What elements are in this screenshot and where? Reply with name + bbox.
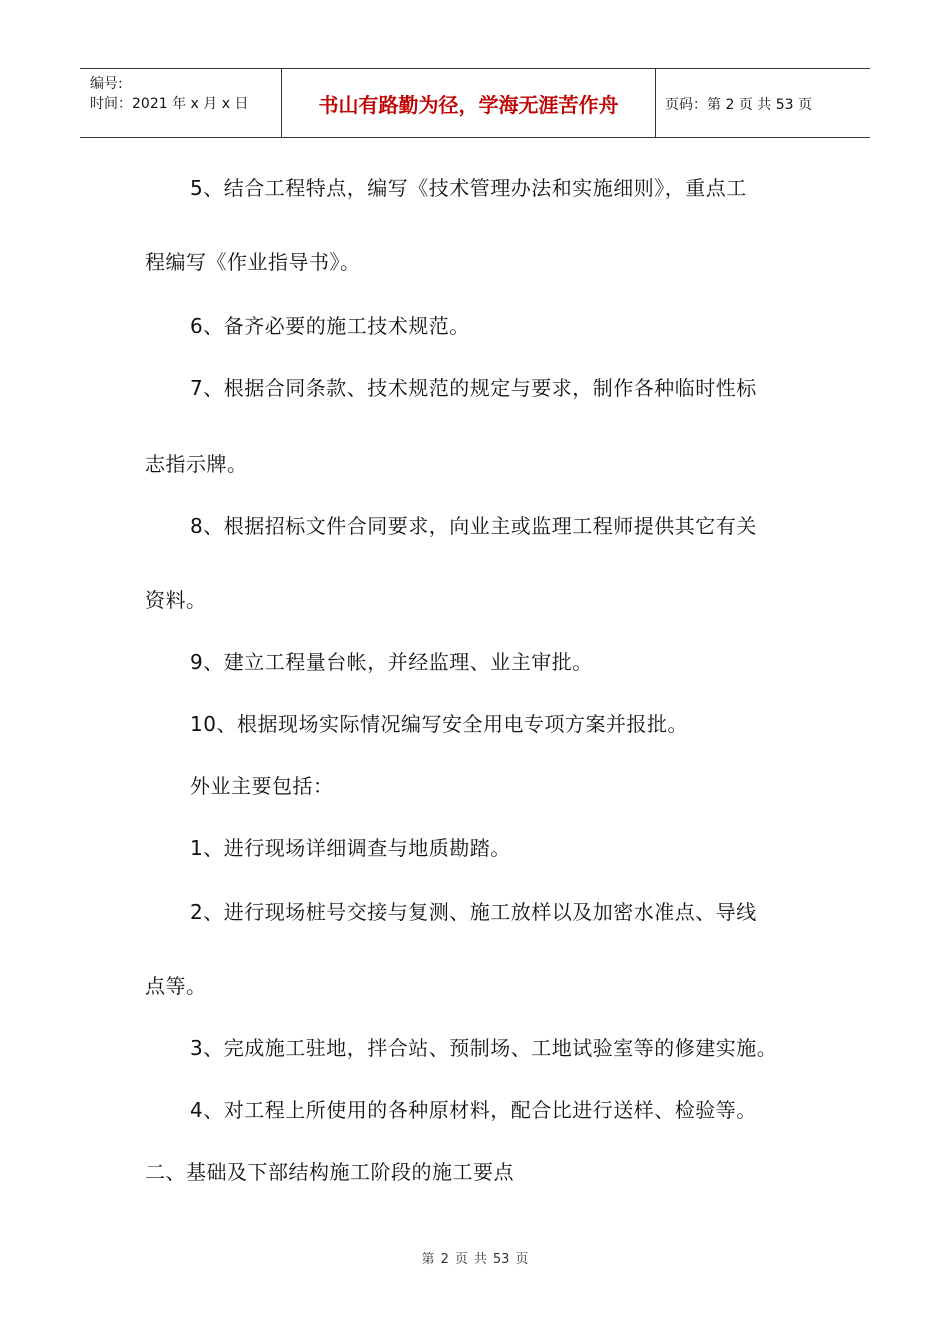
paragraph-line: 6、备齐必要的施工技术规范。: [190, 314, 470, 338]
date-line: 时间：2021 年 x 月 x 日: [90, 96, 249, 112]
section-label: 外业主要包括：: [190, 774, 334, 798]
paragraph-line: 1、进行现场详细调查与地质勘踏。: [190, 836, 511, 860]
header-left-cell: [80, 69, 282, 137]
footer-ye2: 页: [515, 1252, 529, 1267]
motto: 书山有路勤为径，学海无涯苦作舟: [318, 93, 619, 117]
paragraph-line: 志指示牌。: [145, 452, 248, 476]
footer-total-pages: 53: [492, 1252, 510, 1267]
paragraph-line: 2、进行现场桩号交接与复测、施工放样以及加密水准点、导线: [190, 900, 757, 924]
paragraph-line: 9、建立工程量台帐，并经监理、业主审批。: [190, 650, 593, 674]
footer-ye: 页: [454, 1252, 468, 1267]
serial-label: 编号:: [90, 76, 123, 92]
footer-di: 第: [421, 1252, 435, 1267]
header-middle-cell: [282, 69, 656, 137]
paragraph-line: 7、根据合同条款、技术规范的规定与要求，制作各种临时性标: [190, 376, 757, 400]
footer-gong: 共: [473, 1252, 487, 1267]
page-info: 页码：第 2 页 共 53 页: [665, 97, 812, 113]
footer-page-number: 2: [440, 1252, 449, 1267]
paragraph-line: 点等。: [145, 974, 207, 998]
paragraph-line: 4、对工程上所使用的各种原材料，配合比进行送样、检验等。: [190, 1098, 757, 1122]
paragraph-line: 10、根据现场实际情况编写安全用电专项方案并报批。: [190, 712, 688, 736]
page-footer: [0, 1248, 950, 1267]
page-header: [80, 68, 870, 138]
section-heading: 二、基础及下部结构施工阶段的施工要点: [145, 1160, 514, 1184]
paragraph-line: 8、根据招标文件合同要求，向业主或监理工程师提供其它有关: [190, 514, 757, 538]
paragraph-line: 5、结合工程特点，编写《技术管理办法和实施细则》，重点工: [190, 176, 747, 200]
paragraph-line: 3、完成施工驻地，拌合站、预制场、工地试验室等的修建实施。: [190, 1036, 778, 1060]
paragraph-line: 程编写《作业指导书》。: [145, 250, 361, 274]
paragraph-line: 资料。: [145, 588, 207, 612]
header-right-cell: [656, 69, 870, 137]
